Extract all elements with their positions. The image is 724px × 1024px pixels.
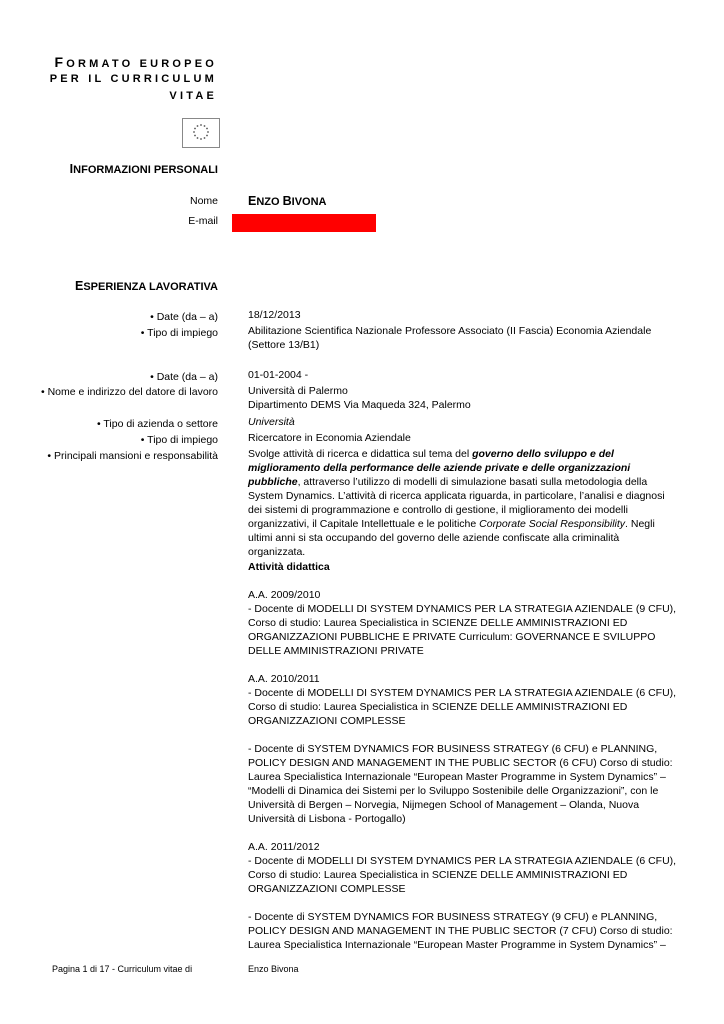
entry2-type-value: Ricercatore in Economia Aziendale bbox=[248, 432, 411, 444]
entry2-employer-address: Dipartimento DEMS Via Maqueda 324, Palermo bbox=[248, 399, 471, 411]
entry2-employer-label: • Nome e indirizzo del datore di lavoro bbox=[40, 386, 218, 398]
entry1-type-label: • Tipo di impiego bbox=[140, 327, 218, 339]
entry2-date-value: 01-01-2004 - bbox=[248, 369, 309, 381]
teaching-year-2009: A.A. 2009/2010 bbox=[248, 589, 321, 601]
teaching-course: - Docente di SYSTEM DYNAMICS FOR BUSINESS STRATEGY (9 CFU) e PLANNING, POLICY DESIGN AND MANAGEMENT IN THE PUBLIC SECTOR (7 CFU) Corso di studio: Laurea Specialistica Internazionale “European Master Programme in System Dynamics” – bbox=[248, 911, 673, 951]
entry1-date-value: 18/12/2013 bbox=[248, 309, 301, 321]
eu-flag-icon bbox=[182, 118, 220, 148]
section-work-experience: ESPERIENZA LAVORATIVA bbox=[75, 279, 218, 293]
teaching-course: - Docente di MODELLI DI SYSTEM DYNAMICS PER LA STRATEGIA AZIENDALE (6 CFU), Corso di studio: Laurea Specialistica in SCIENZE DELLE AMMINISTRAZIONI ED ORGANIZZAZIONI COMPLESSE bbox=[248, 855, 677, 895]
entry1-type-value: Abilitazione Scientifica Nazionale Professore Associato (II Fascia) Economia Aziendale (Settore 13/B1) bbox=[248, 325, 652, 351]
entry2-duties-text: Svolge attività di ricerca e didattica sul tema del governo dello sviluppo e del miglioramento della performance delle aziende private e delle organizzazioni pubbliche, attraverso l’utilizzo di modelli di simulazione basati sulla metodologia della System Dynamics. L’attività di ricerca applicata riguarda, in particolare, l’analisi e diagnosi dei sistemi di programmazione e controllo di gestione, il miglioramento dei modelli organizzativi, il Capitale Intellettuale e le politiche Corporate Social Responsibility. Negli ultimi anni si sta occupando del governo delle aziende confiscate alla criminalità organizzata. bbox=[248, 448, 665, 558]
teaching-year-2011: A.A. 2011/2012 bbox=[248, 841, 320, 853]
footer-name: Enzo Bivona bbox=[248, 964, 299, 974]
person-name: ENZO BIVONA bbox=[248, 194, 327, 208]
entry2-employer-name: Università di Palermo bbox=[248, 385, 348, 397]
entry2-sector-value: Università bbox=[248, 416, 295, 428]
teaching-course: - Docente di SYSTEM DYNAMICS FOR BUSINESS STRATEGY (6 CFU) e PLANNING, POLICY DESIGN AND MANAGEMENT IN THE PUBLIC SECTOR (6 CFU) Corso di studio: Laurea Specialistica Internazionale “European Master Programme in System Dynamics” – “Modelli di Dinamica dei Sistemi per lo Sviluppo Sostenibile delle Organizzazioni”, con le Università di Bergen – Norvegia, Nijmegen School of Management – Olanda, Nuova Università di Lisbona - Portogallo) bbox=[248, 743, 673, 825]
name-label: Nome bbox=[189, 195, 218, 207]
teaching-course: - Docente di MODELLI DI SYSTEM DYNAMICS PER LA STRATEGIA AZIENDALE (6 CFU), Corso di studio: Laurea Specialistica in SCIENZE DELLE AMMINISTRAZIONI ED ORGANIZZAZIONI COMPLESSE bbox=[248, 687, 677, 727]
cv-title-line-1: FORMATO EUROPEO bbox=[54, 54, 217, 70]
email-label: E-mail bbox=[188, 215, 218, 227]
entry1-date-label: • Date (da – a) bbox=[150, 311, 218, 323]
email-redaction bbox=[232, 214, 376, 232]
cv-title-line-2: PER IL CURRICULUM bbox=[49, 73, 217, 85]
teaching-course: - Docente di MODELLI DI SYSTEM DYNAMICS PER LA STRATEGIA AZIENDALE (9 CFU), Corso di studio: Laurea Specialistica in SCIENZE DELLE AMMINISTRAZIONI ED ORGANIZZAZIONI PUBBLICHE E PRIVATE Curriculum: GOVERNANCE E SVILUPPO DELLE AMMINISTRAZIONI PRIVATE bbox=[248, 603, 677, 657]
entry2-sector-label: • Tipo di azienda o settore bbox=[96, 418, 218, 430]
teaching-year-2010: A.A. 2010/2011 bbox=[248, 673, 320, 685]
teaching-heading: Attività didattica bbox=[248, 561, 330, 573]
entry2-type-label: • Tipo di impiego bbox=[140, 434, 218, 446]
section-personal-info: INFORMAZIONI PERSONALI bbox=[69, 162, 218, 176]
cv-title-line-3: VITAE bbox=[169, 90, 217, 102]
entry2-date-label: • Date (da – a) bbox=[150, 371, 218, 383]
footer-page-info: Pagina 1 di 17 - Curriculum vitae di bbox=[52, 964, 193, 974]
entry2-duties-label: • Principali mansioni e responsabilità bbox=[47, 450, 218, 462]
